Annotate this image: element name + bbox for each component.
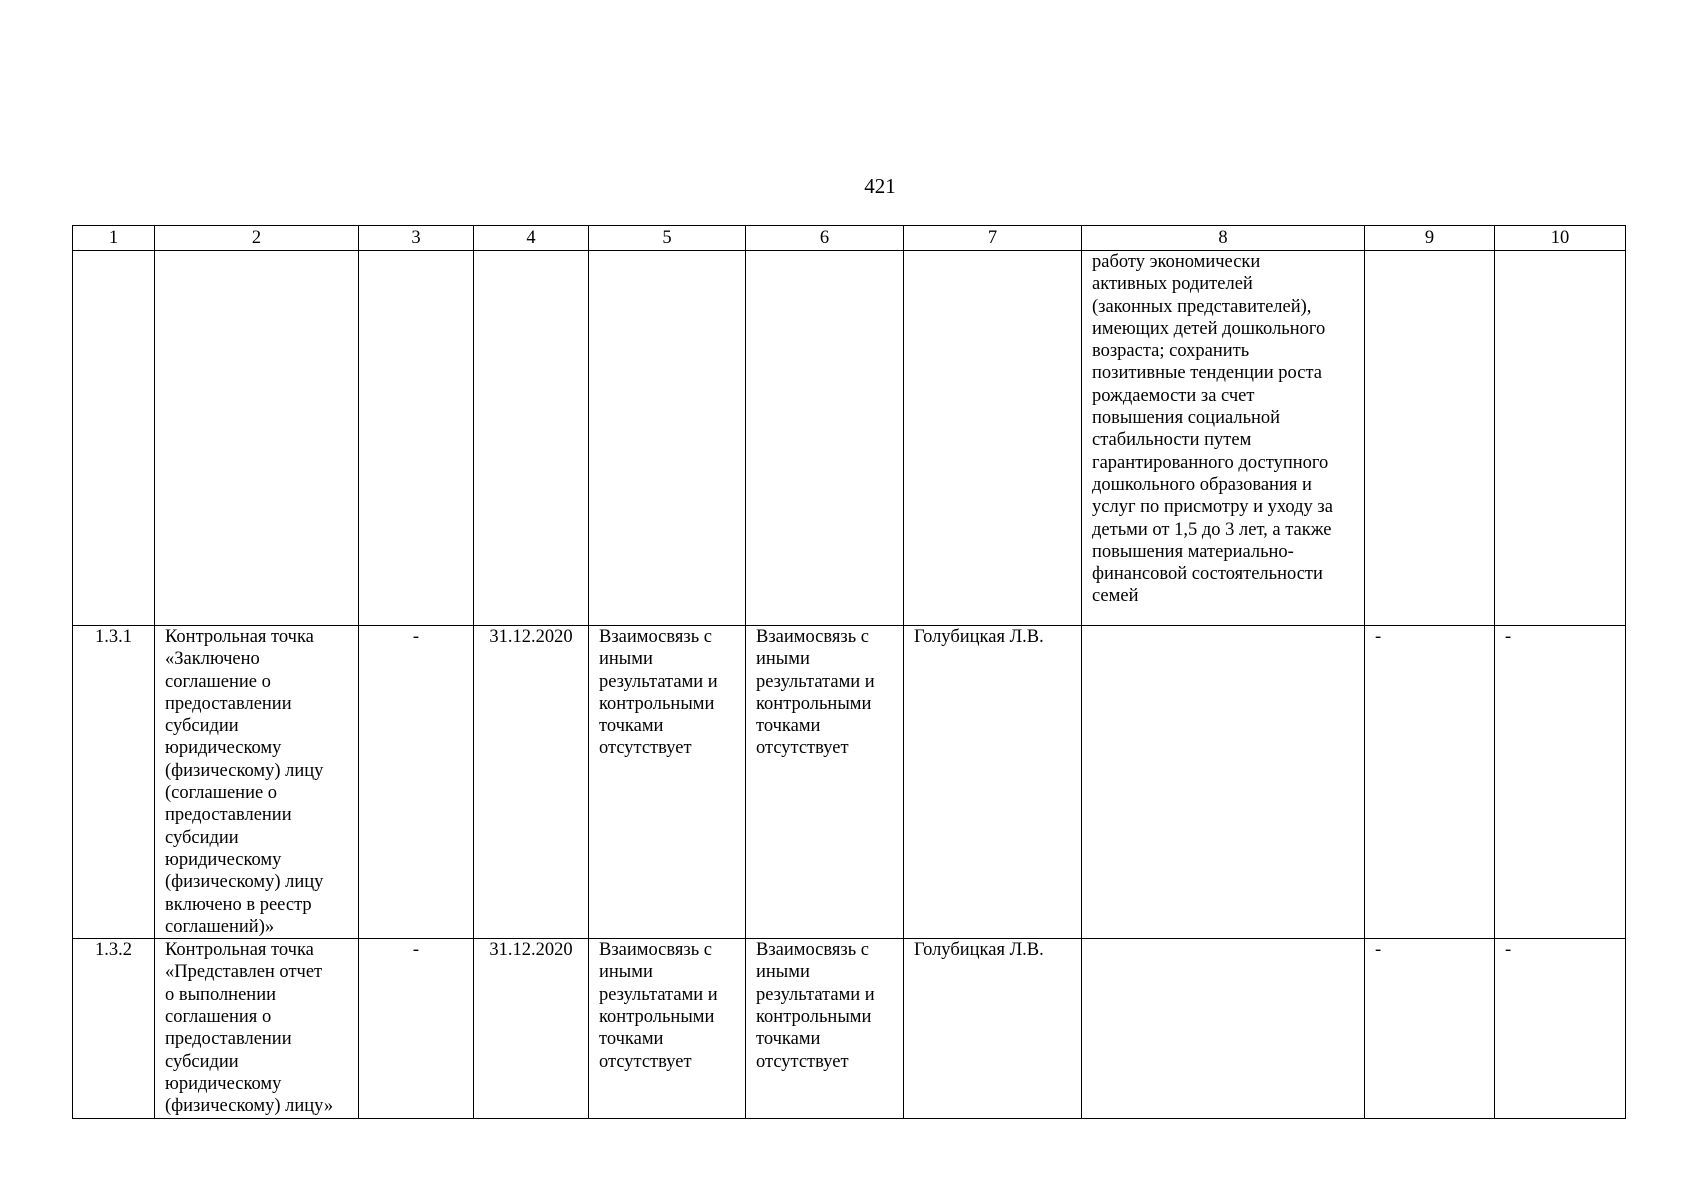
table-row xyxy=(73,626,1626,939)
column-header-6: 6 xyxy=(746,226,904,251)
cell-col6: Взаимосвязь с иными результатами и контрольными точками отсутствует xyxy=(746,626,904,939)
column-header-1: 1 xyxy=(73,226,155,251)
table-header xyxy=(73,226,1626,251)
table-row-continuation xyxy=(73,251,1626,626)
cell-col3: - xyxy=(359,626,474,939)
cell-col8 xyxy=(1082,939,1365,1118)
column-header-8: 8 xyxy=(1082,226,1365,251)
cell-row-number: 1.3.1 xyxy=(73,626,155,939)
cell-continuation-text: работу экономически активных родителей (законных представителей), имеющих детей дошкольного возраста; сохранить позитивные тенденции роста рождаемости за счет повышения социальной стабильности путем гарантированного доступного дошкольного образования и услуг по присмотру и уходу за детьми от 1,5 до 3 лет, а также повышения материально- финансовой состоятельности семей xyxy=(1082,251,1365,626)
cell-col3: - xyxy=(359,939,474,1118)
page-number: 421 xyxy=(864,174,896,198)
cell-empty xyxy=(73,251,155,626)
cell-empty xyxy=(746,251,904,626)
cell-control-point-name: Контрольная точка «Заключено соглашение о предоставлении субсидии юридическому (физическому) лицу (соглашение о предоставлении субсидии юридическому (физическому) лицу включено в реестр соглашений)» xyxy=(155,626,359,939)
column-header-9: 9 xyxy=(1365,226,1495,251)
column-header-10: 10 xyxy=(1495,226,1626,251)
cell-col9: - xyxy=(1365,626,1495,939)
cell-responsible: Голубицкая Л.В. xyxy=(904,939,1082,1118)
column-header-7: 7 xyxy=(904,226,1082,251)
cell-row-number: 1.3.2 xyxy=(73,939,155,1118)
cell-col5: Взаимосвязь с иными результатами и контрольными точками отсутствует xyxy=(589,626,746,939)
cell-empty xyxy=(359,251,474,626)
cell-col5: Взаимосвязь с иными результатами и контрольными точками отсутствует xyxy=(589,939,746,1118)
column-header-2: 2 xyxy=(155,226,359,251)
cell-col10: - xyxy=(1495,939,1626,1118)
cell-col9: - xyxy=(1365,939,1495,1118)
cell-date: 31.12.2020 xyxy=(474,626,589,939)
data-table xyxy=(72,225,1626,1119)
column-header-4: 4 xyxy=(474,226,589,251)
header-row xyxy=(73,226,1626,251)
cell-col6: Взаимосвязь с иными результатами и контрольными точками отсутствует xyxy=(746,939,904,1118)
cell-empty xyxy=(904,251,1082,626)
column-header-3: 3 xyxy=(359,226,474,251)
cell-empty xyxy=(1365,251,1495,626)
table-row xyxy=(73,939,1626,1118)
cell-col10: - xyxy=(1495,626,1626,939)
cell-empty xyxy=(1495,251,1626,626)
cell-responsible: Голубицкая Л.В. xyxy=(904,626,1082,939)
cell-empty xyxy=(589,251,746,626)
cell-date: 31.12.2020 xyxy=(474,939,589,1118)
column-header-5: 5 xyxy=(589,226,746,251)
cell-col8 xyxy=(1082,626,1365,939)
cell-control-point-name: Контрольная точка «Представлен отчет о выполнении соглашения о предоставлении субсидии юридическому (физическому) лицу» xyxy=(155,939,359,1118)
cell-empty xyxy=(155,251,359,626)
cell-empty xyxy=(474,251,589,626)
